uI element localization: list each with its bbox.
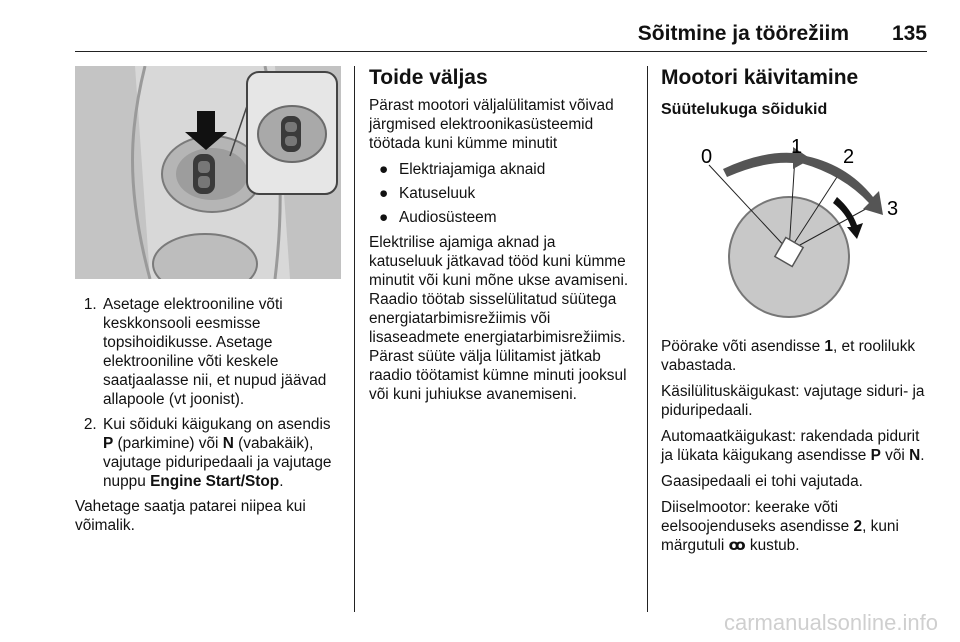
column-3 [661, 66, 929, 562]
bullet-icon: ● [379, 185, 389, 202]
page-number: 135 [891, 22, 927, 45]
step-item: 1. Asetage elektrooniline võti keskkonsooli eesmisse topsihoidikusse. Asetage elektrooniline võti keskele saatjaalasse nii, et nupud jäävad allapoole (vt joonist). [101, 295, 341, 409]
position-label: 1 [791, 139, 803, 158]
instruction-paragraph: Automaatkäigukast: rakendada pidurit ja lükata käigukang asendisse P või N. [661, 428, 925, 464]
position-label: 3 [887, 198, 899, 220]
bullet-icon: ● [379, 161, 389, 178]
column-divider [354, 66, 355, 612]
key-fob-cupholder-illustration [75, 66, 341, 279]
battery-note: Vahetage saatja patarei niipea kui võimalik. [75, 498, 306, 534]
list-item: ● Katuseluuk [379, 185, 476, 202]
instruction-paragraph: Käsilülituskäigukast: vajutage siduri- ja piduripedaali. [661, 383, 925, 419]
list-item: ● Audiosüsteem [379, 209, 497, 226]
section-heading-power-off: Toide väljas [369, 66, 488, 89]
procedure-steps [75, 295, 341, 491]
position-label: 2 [843, 146, 855, 168]
instruction-paragraph: Diiselmootor: keerake võti eelsoojenduseks asendisse 2, kuni märgutuli ꝏ kustub. [661, 499, 899, 554]
header-rule [75, 51, 927, 52]
column-divider [647, 66, 648, 612]
instruction-paragraph: Gaasipedaali ei tohi vajutada. [661, 473, 863, 490]
subsection-heading: Süütelukuga sõidukid [661, 101, 828, 118]
column-2 [369, 66, 632, 411]
instruction-paragraph: Pöörake võti asendisse 1, et roolilukk vabastada. [661, 338, 916, 374]
column-1 [75, 66, 341, 542]
bullet-icon: ● [379, 209, 389, 226]
body-paragraph: Elektrilise ajamiga aknad ja katuseluuk jätkavad tööd kuni kümme minutit või kuni mõne ukse avamiseni. Raadio töötab sisselülitatud süütega energiatarbimisrežiimis või lisaseadmete energiatarbimisrežiimis. Pärast süüte välja lülitamist jätkab raadio töötamist kümne minuti jooksul või kuni juhiukse avanemiseni. [369, 234, 629, 403]
page-header [75, 22, 927, 52]
section-heading-engine-start: Mootori käivitamine [661, 66, 859, 89]
chapter-title: Sõitmine ja töörežiim [637, 22, 849, 45]
intro-paragraph: Pärast mootori väljalülitamist võivad järgmised elektroonikasüsteemid töötada kuni kümme minutit [369, 97, 614, 152]
list-item: ● Elektriajamiga aknaid [379, 161, 546, 178]
position-label: 0 [701, 146, 713, 168]
watermark: carmanualsonline.info [723, 610, 938, 635]
ignition-positions-diagram [661, 139, 911, 319]
systems-list [369, 160, 632, 227]
step-item: 2. Kui sõiduki käigukang on asendis P (parkimine) või N (vabakäik), vajutage piduripedaali ja vajutage nuppu Engine Start/Stop. [101, 415, 341, 491]
